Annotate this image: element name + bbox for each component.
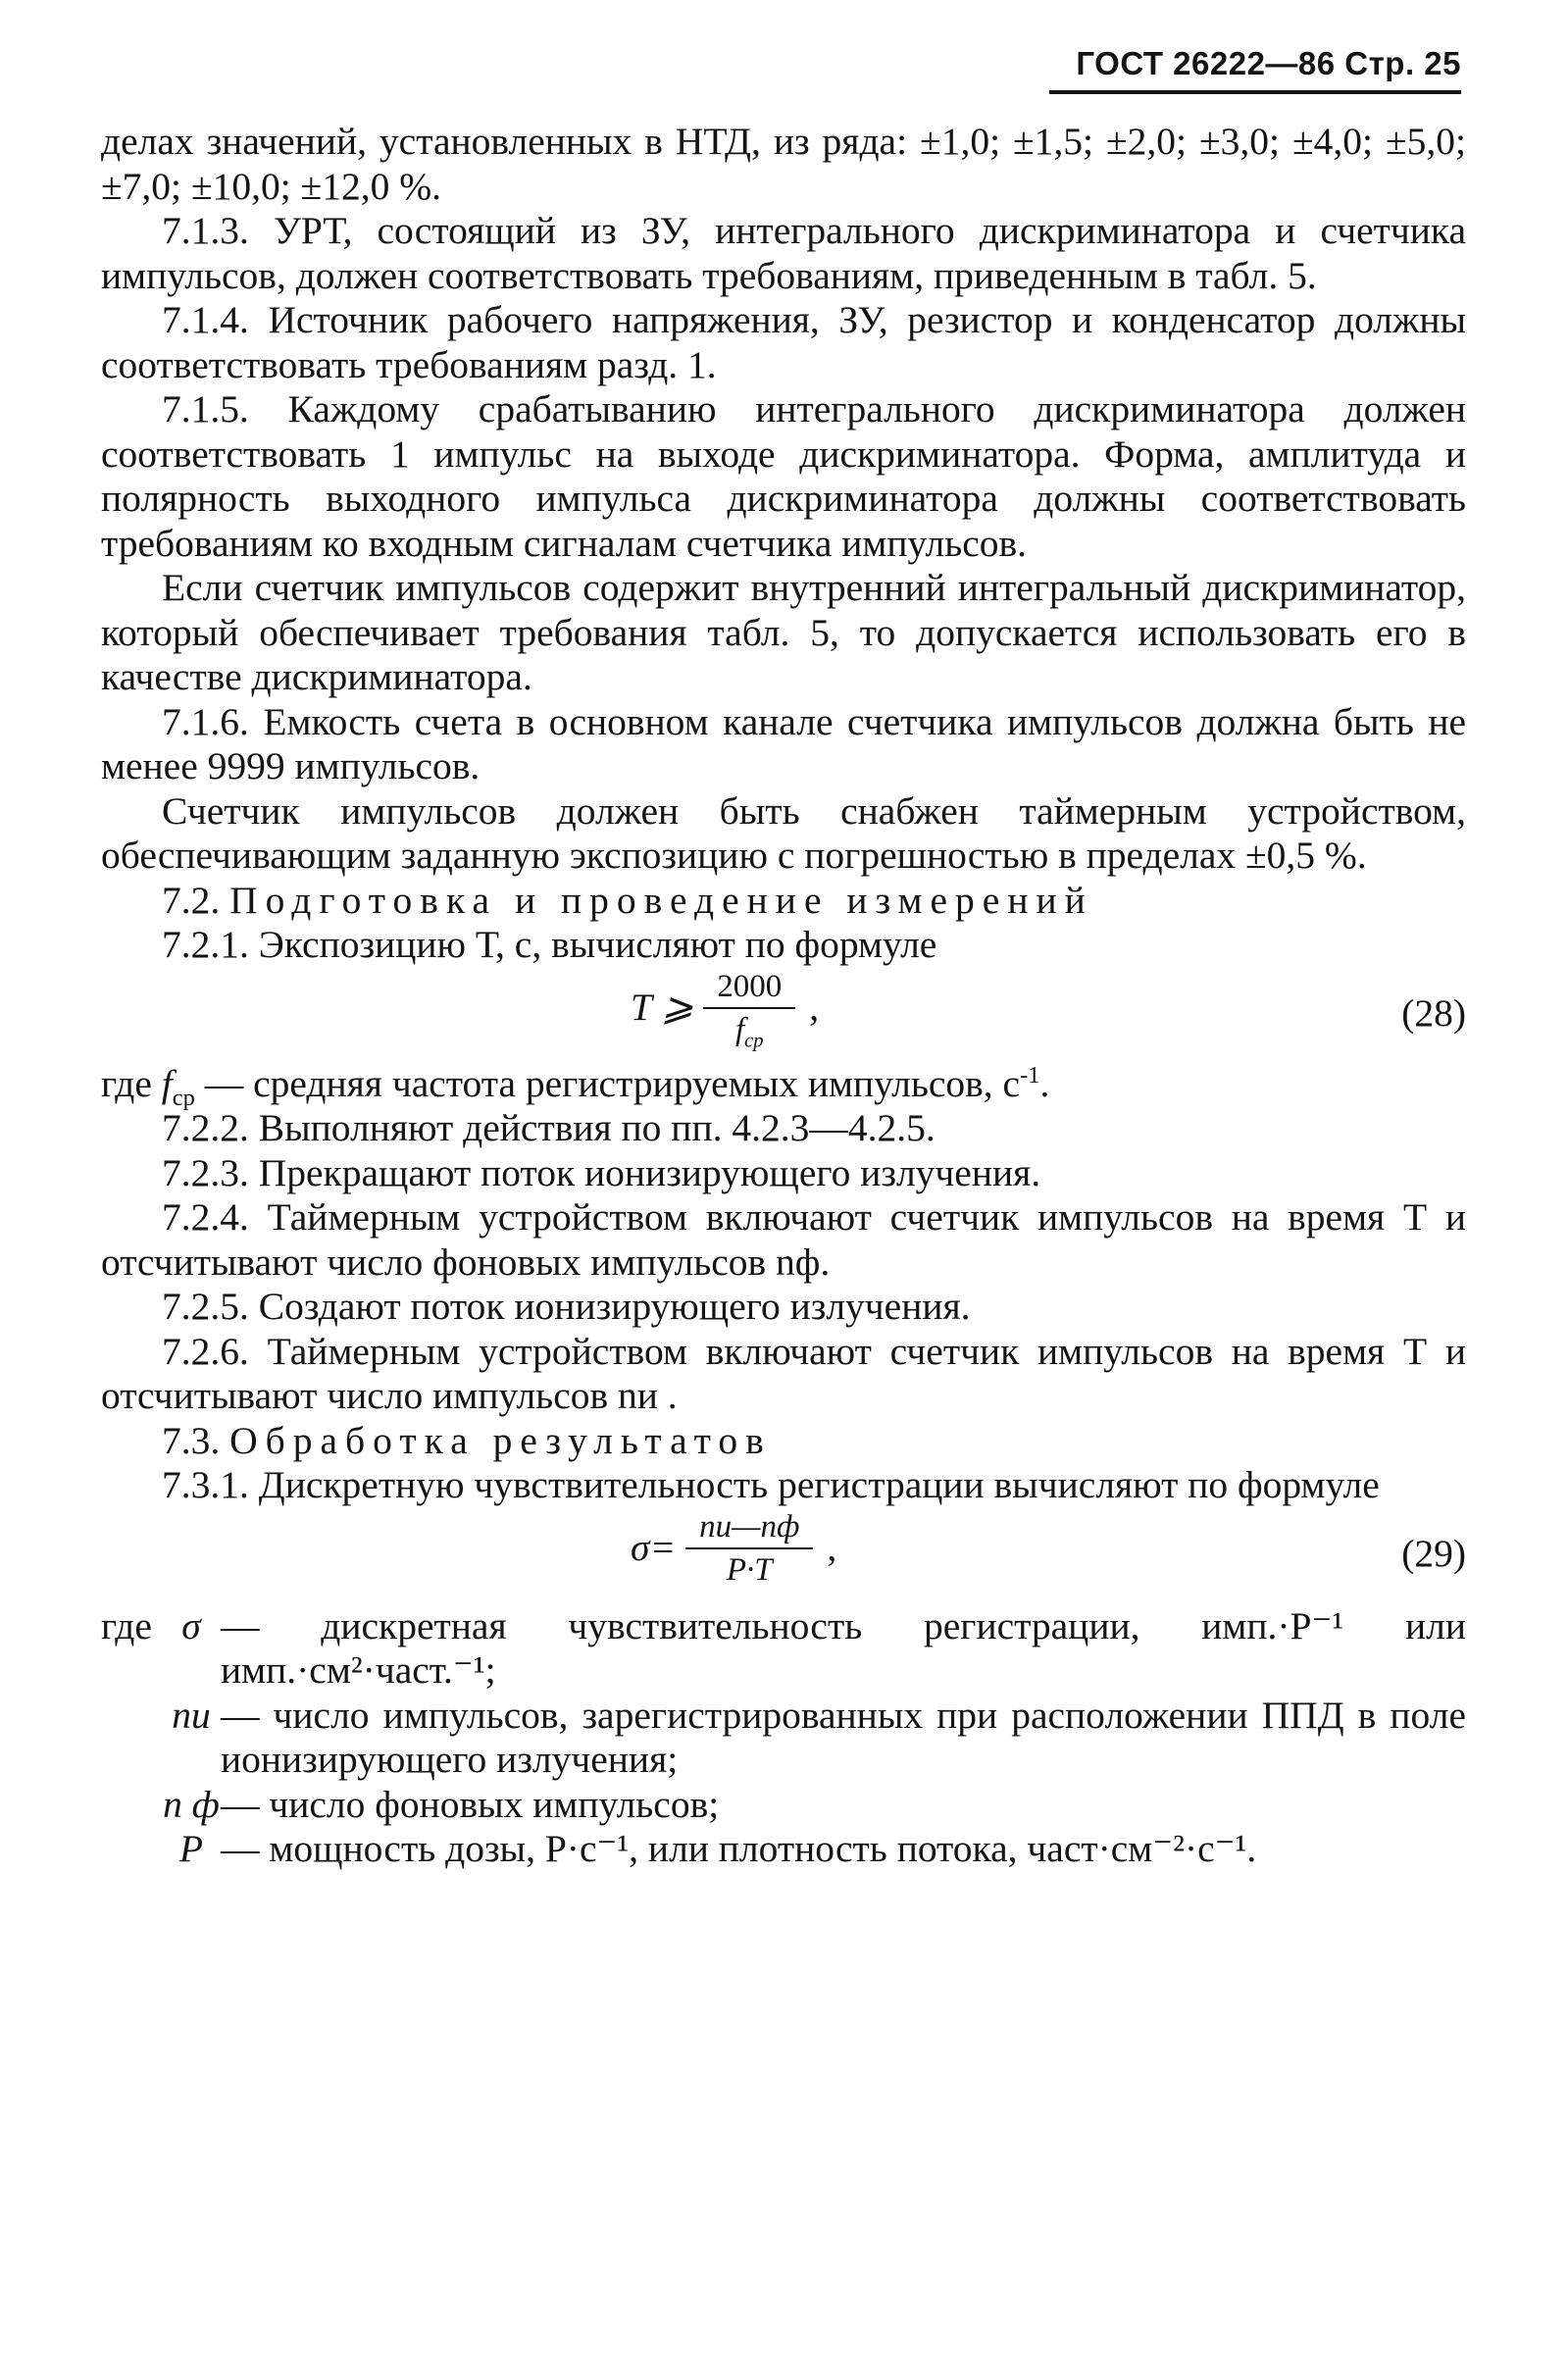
paragraph: делах значений, установленных в НТД, из ряда: ±1,0; ±1,5; ±2,0; ±3,0; ±4,0; ±5,0; ±7,0; ±10,0; ±12,0 %. [101, 120, 1466, 208]
section-heading-7-3 [101, 1419, 1466, 1464]
definition-symbol: σ [181, 1603, 201, 1647]
definition-text: — дискретная чувствительность регистрации, имп.·Р⁻¹ или имп.·см²·част.⁻¹; [221, 1603, 1466, 1692]
section-number: 7.2. [162, 878, 221, 922]
denominator-subscript: ср [744, 1030, 764, 1052]
definitions-list [101, 1604, 1466, 1872]
equation-number: (29) [1401, 1531, 1466, 1575]
paragraph-7-1-5: 7.1.5. Каждому срабатыванию интегрального дискриминатора должен соответствовать 1 импульс на выходе дискриминатора. Форма, амплитуда и полярность выходного импульса дискриминатора должны соответствовать требованиям ко входным сигналам счетчика импульсов. [101, 387, 1466, 565]
definition-text: — мощность дозы, Р·с⁻¹, или плотность потока, част·см⁻²·с⁻¹. [221, 1827, 1257, 1870]
legend-superscript: -1 [1020, 1061, 1040, 1089]
paragraph-7-2-2: 7.2.2. Выполняют действия по пп. 4.2.3—4.2.5. [162, 1106, 936, 1149]
paragraph-timer-note: Счетчик импульсов должен быть снабжен таймерным устройством, обеспечивающим заданную экспозицию с погрешностью в пределах ±0,5 %. [101, 788, 1466, 877]
fraction [685, 1508, 813, 1589]
section-heading-7-2 [101, 879, 1466, 924]
section-title: Подготовка и проведение измерений [229, 878, 1093, 922]
paragraph-7-2-1: 7.2.1. Экспозицию Т, с, вычисляют по формуле [162, 923, 937, 966]
definition-text: — число импульсов, зарегистрированных при расположении ППД в поле ионизирующего излучения; [221, 1693, 1466, 1781]
paragraph-discriminator-note: Если счетчик импульсов содержит внутренний интегральный дискриминатор, который обеспечивает требования табл. 5, то допускается использовать его в качестве дискриминатора. [101, 566, 1466, 698]
section-title: Обработка результатов [229, 1418, 772, 1462]
formula-28-expression [631, 968, 820, 1052]
definition-row [101, 1694, 1466, 1783]
formula-lhs: T ⩾ [631, 985, 694, 1029]
paragraph-7-3-1: 7.3.1. Дискретную чувствительность регистрации вычисляют по формуле [162, 1463, 1380, 1506]
legend-text: — средняя частота регистрируемых импульсов, с [194, 1061, 1021, 1105]
equation-number: (28) [1401, 990, 1466, 1035]
formula-28-legend [101, 1061, 1466, 1111]
definition-symbol: nи [172, 1693, 211, 1737]
paragraph-7-2-6: 7.2.6. Таймерным устройством включают счетчик импульсов на время Т и отсчитывают число импульсов nи . [101, 1329, 1466, 1417]
where-word: где [101, 1603, 152, 1647]
paragraph-7-1-3: 7.1.3. УРТ, состоящий из ЗУ, интегрального дискриминатора и счетчика импульсов, должен соответствовать требованиям, приведенным в табл. 5. [101, 209, 1466, 297]
symbol: f [161, 1061, 173, 1105]
where-word [101, 1694, 162, 1783]
where-word [101, 1783, 162, 1828]
page-header: ГОСТ 26222—86 Стр. 25 [1049, 45, 1461, 94]
formula-comma: , [809, 985, 820, 1029]
denominator [735, 1009, 764, 1052]
definition-symbol: P [178, 1827, 204, 1870]
denominator-symbol: f [735, 1011, 745, 1047]
formula-comma: , [827, 1525, 837, 1569]
numerator: nи—nф [685, 1508, 813, 1549]
paragraph-7-1-6: 7.1.6. Емкость счета в основном канале счетчика импульсов должна быть не менее 9999 импульсов. [101, 699, 1466, 787]
definition-row [101, 1604, 1466, 1694]
document-body [101, 120, 1466, 1872]
symbol-subscript: ср [172, 1084, 195, 1111]
legend-end: . [1039, 1061, 1050, 1105]
fraction [703, 968, 795, 1052]
paragraph-7-2-4: 7.2.4. Таймерным устройством включают счетчик импульсов на время Т и отсчитывают число фоновых импульсов nф. [101, 1195, 1466, 1284]
definition-row [101, 1783, 1466, 1828]
formula-lhs: σ= [631, 1525, 677, 1569]
paragraph-7-2-5: 7.2.5. Создают поток ионизирующего излучения. [162, 1285, 971, 1328]
denominator: P·T [726, 1551, 773, 1588]
definition-row [101, 1827, 1466, 1872]
paragraph-7-1-4: 7.1.4. Источник рабочего напряжения, ЗУ, резистор и конденсатор должны соответствовать требованиям разд. 1. [101, 298, 1466, 386]
definition-symbol: n ф [163, 1782, 220, 1826]
formula-28 [101, 968, 1466, 1062]
formula-29 [101, 1508, 1466, 1602]
section-number: 7.3. [162, 1418, 221, 1462]
where-word [101, 1827, 162, 1872]
numerator: 2000 [703, 968, 795, 1009]
where-word: где [101, 1061, 152, 1105]
definition-text: — число фоновых импульсов; [221, 1782, 720, 1826]
paragraph-7-2-3: 7.2.3. Прекращают поток ионизирующего излучения. [162, 1150, 1041, 1194]
formula-29-expression [631, 1508, 836, 1589]
